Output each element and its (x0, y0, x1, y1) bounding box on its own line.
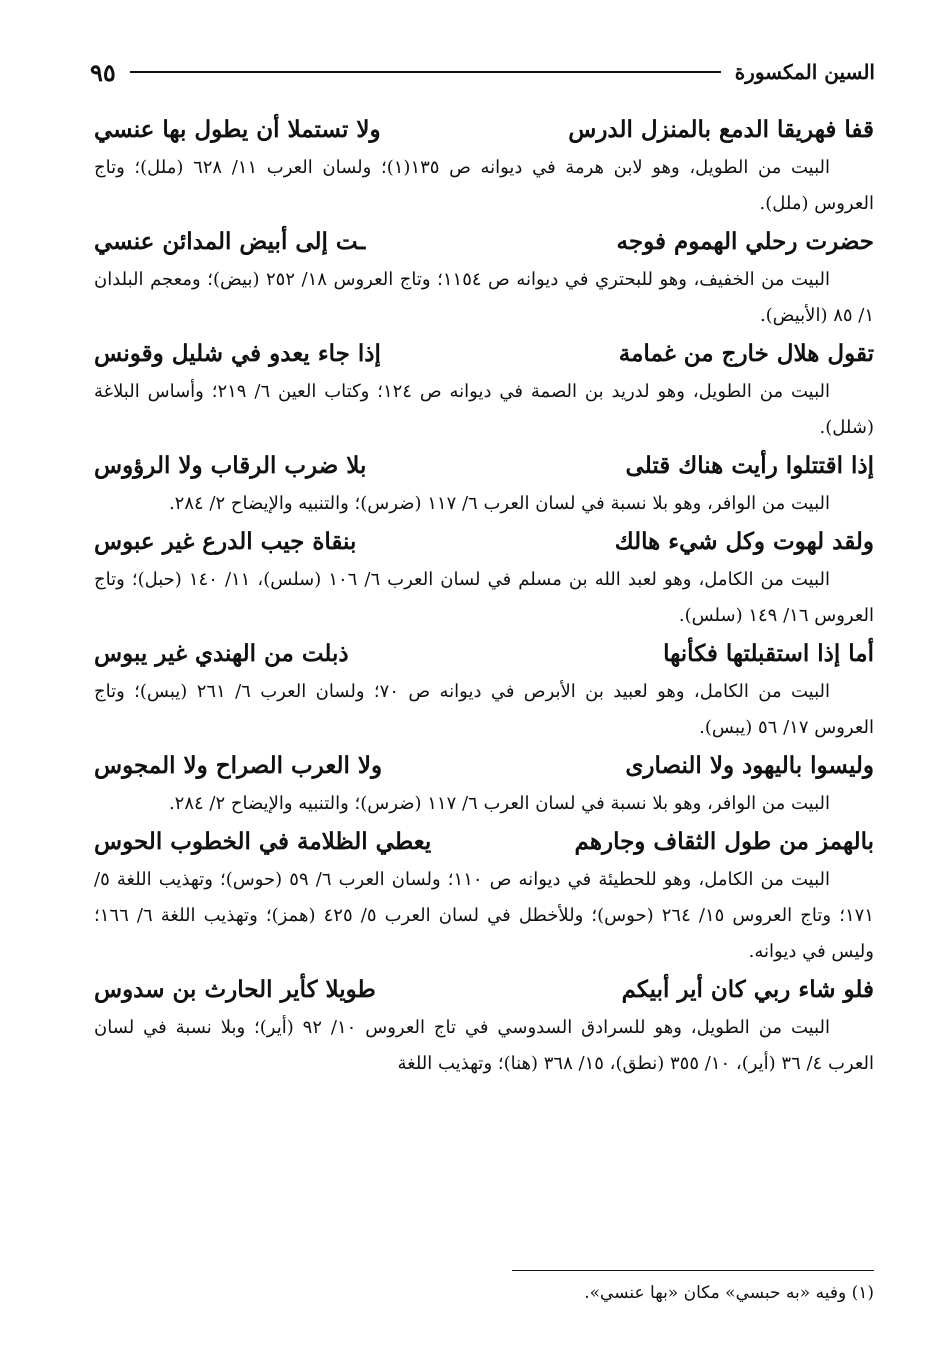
verse-line (94, 746, 874, 786)
verse-entry (94, 970, 874, 1082)
page-number: ٩٥ (90, 57, 116, 87)
verse-first-hemistich: إذا اقتتلوا رأيت هناك قتلى (625, 452, 874, 479)
verse-commentary: البيت من الطويل، وهو لدريد بن الصمة في ديوانه ص ١٢٤؛ وكتاب العين ٦/ ٢١٩؛ وأساس البلاغة (شلل). (94, 381, 874, 438)
verse-second-hemistich: ولا العرب الصراح ولا المجوس (94, 752, 383, 779)
verse-entry (94, 446, 874, 522)
verse-commentary: البيت من الوافر، وهو بلا نسبة في لسان العرب ٦/ ١١٧ (ضرس)؛ والتنبيه والإيضاح ٢/ ٢٨٤. (168, 793, 830, 814)
page-header (90, 52, 875, 92)
verse-line (94, 822, 874, 862)
verse-second-hemistich: بلا ضرب الرقاب ولا الرؤوس (94, 452, 367, 479)
verse-first-hemistich: يعطي الظلامة في الخطوب الحوس (94, 828, 432, 855)
verse-line (94, 222, 874, 262)
verse-second-hemistich: ذبلت من الهندي غير يبوس (94, 640, 349, 667)
verse-commentary: البيت من الطويل، وهو للسرادق السدوسي في تاج العروس ١٠/ ٩٢ (أير)؛ وبلا نسبة في لسان العرب ٤/ ٣٦ (أير)، ١٠/ ٣٥٥ (نطق)، ١٥/ ٣٦٨ (هنا)؛ وتهذيب اللغة (94, 1017, 874, 1074)
verse-first-hemistich: فلو شاء ربي كان أير أبيكم (621, 976, 874, 1003)
verse-entry (94, 522, 874, 634)
verse-commentary: البيت من الطويل، وهو لابن هرمة في ديوانه ص ١٣٥(١)؛ ولسان العرب ١١/ ٦٢٨ (ملل)؛ وتاج العروس (ملل). (94, 157, 874, 214)
verse-entry (94, 746, 874, 822)
verse-line (94, 970, 874, 1010)
verse-commentary: البيت من الكامل، وهو لعبد الله بن مسلم في لسان العرب ٦/ ١٠٦ (سلس)، ١١/ ١٤٠ (حبل)؛ وتاج العروس ١٦/ ١٤٩ (سلس). (94, 569, 874, 626)
verse-second-hemistich: بنقاة جيب الدرع غير عبوس (94, 528, 357, 555)
verse-second-hemistich: بالهمز من طول الثقاف وجارهم (574, 828, 874, 855)
verse-commentary: البيت من الوافر، وهو بلا نسبة في لسان العرب ٦/ ١١٧ (ضرس)؛ والتنبيه والإيضاح ٢/ ٢٨٤. (168, 493, 830, 514)
verse-line (94, 446, 874, 486)
verse-first-hemistich: وليسوا باليهود ولا النصارى (625, 752, 874, 779)
verse-commentary: البيت من الخفيف، وهو للبحتري في ديوانه ص ١١٥٤؛ وتاج العروس ١٨/ ٢٥٢ (بيض)؛ ومعجم البلدان ١/ ٨٥ (الأبيض). (94, 269, 874, 326)
verse-first-hemistich: قفا فهريقا الدمع بالمنزل الدرس (568, 116, 874, 143)
verse-commentary: البيت من الكامل، وهو لعبيد بن الأبرص في ديوانه ص ٧٠؛ ولسان العرب ٦/ ٢٦١ (يبس)؛ وتاج العروس ١٧/ ٥٦ (يبس). (94, 681, 874, 738)
verse-entry (94, 110, 874, 222)
footnote-rule (512, 1270, 874, 1271)
verse-list (94, 110, 874, 1082)
verse-line (94, 522, 874, 562)
verse-first-hemistich: ولقد لهوت وكل شيء هالك (614, 528, 874, 555)
footnote: (١) وفيه «به حبسي» مكان «بها عنسي». (584, 1283, 874, 1303)
verse-entry (94, 334, 874, 446)
verse-second-hemistich: طويلا كأير الحارث بن سدوس (94, 976, 376, 1003)
verse-second-hemistich: ـت إلى أبيض المدائن عنسي (94, 228, 366, 255)
section-title: السين المكسورة (734, 60, 875, 84)
verse-entry (94, 822, 874, 970)
verse-second-hemistich: ولا تستملا أن يطول بها عنسي (94, 116, 381, 143)
verse-line (94, 634, 874, 674)
verse-entry (94, 222, 874, 334)
verse-commentary: البيت من الكامل، وهو للحطيئة في ديوانه ص ١١٠؛ ولسان العرب ٦/ ٥٩ (حوس)؛ وتهذيب اللغة ٥/ ١٧١؛ وتاج العروس ١٥/ ٢٦٤ (حوس)؛ وللأخطل في لسان العرب ٥/ ٤٢٥ (همز)؛ وتهذيب اللغة ٦/ ١٦٦؛ وليس في ديوانه. (94, 869, 874, 962)
verse-first-hemistich: تقول هلال خارج من غمامة (618, 340, 874, 367)
header-rule (130, 71, 721, 73)
verse-second-hemistich: إذا جاء يعدو في شليل وقونس (94, 340, 381, 367)
verse-line (94, 334, 874, 374)
verse-line (94, 110, 874, 150)
verse-entry (94, 634, 874, 746)
verse-first-hemistich: حضرت رحلي الهموم فوجه (616, 228, 874, 255)
verse-first-hemistich: أما إذا استقبلتها فكأنها (663, 640, 874, 667)
